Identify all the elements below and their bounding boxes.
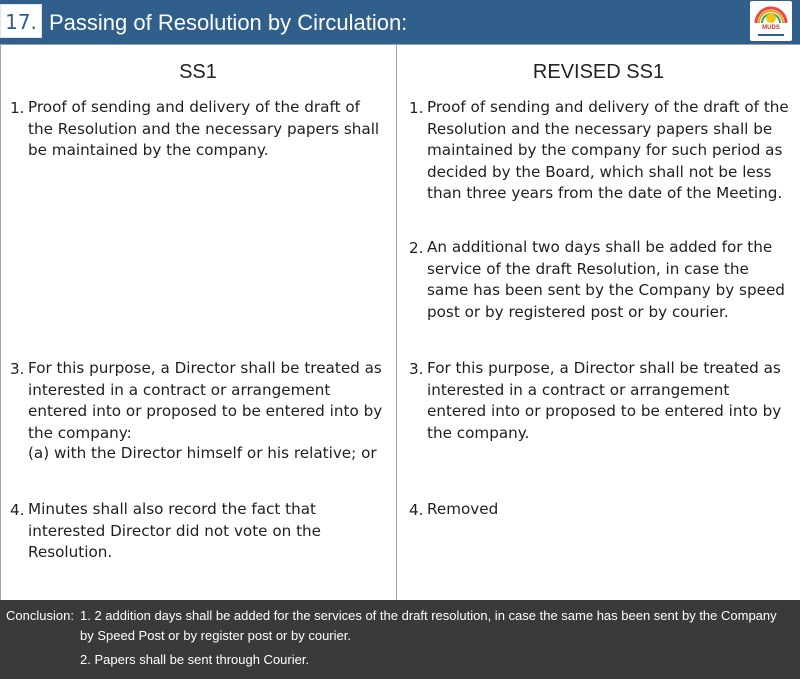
item-text: Proof of sending and delivery of the draft of the Resolution and the necessary papers shall be maintained by the company for such period as decided by the Board, which shall not be less than three years from the date of the Meeting.	[427, 98, 789, 202]
page-title: Passing of Resolution by Circulation:	[49, 10, 408, 35]
item-number: 4.	[10, 501, 25, 519]
conclusion-point-2: 2. Papers shall be sent through Courier.	[80, 652, 310, 667]
item-text: (a) with the Director himself or his relative; or	[28, 444, 377, 462]
comparison-table	[0, 44, 800, 600]
item-text: Removed	[427, 500, 499, 518]
item-number: 1.	[409, 99, 424, 117]
slide-number: 17.	[0, 4, 42, 38]
item-number: 4.	[409, 501, 424, 519]
item-text: Proof of sending and delivery of the draft of the Resolution and the necessary papers shall be maintained by the company.	[28, 98, 380, 159]
logo	[750, 1, 792, 41]
item-number: 2.	[409, 239, 424, 257]
conclusion-point-1: 1. 2 addition days shall be added for the services of the draft resolution, in case the same has been sent by the Company by Speed Post or by register post or by courier.	[80, 608, 777, 643]
logo-text: MUDS	[762, 25, 780, 31]
logo-icon	[750, 1, 792, 41]
item-number: 3.	[10, 360, 25, 378]
conclusion-label: Conclusion:	[6, 608, 74, 623]
slide-header	[0, 0, 800, 44]
item-text: Minutes shall also record the fact that interested Director did not vote on the Resolution.	[28, 500, 322, 561]
item-number: 1.	[10, 99, 25, 117]
conclusion-panel	[0, 600, 800, 679]
column-header-revised-ss1: REVISED SS1	[532, 61, 665, 83]
item-text: For this purpose, a Director shall be treated as interested in a contract or arrangement entered into or proposed to be entered into by the company:	[28, 359, 383, 442]
item-text: An additional two days shall be added for the service of the draft Resolution, in case the same has been sent by the Company by speed post or by registered post or by courier.	[427, 238, 785, 321]
item-number: 3.	[409, 360, 424, 378]
column-header-ss1: SS1	[179, 61, 217, 83]
column-divider	[396, 45, 397, 601]
table-left-border	[0, 45, 1, 601]
item-text: For this purpose, a Director shall be treated as interested in a contract or arrangement entered into or proposed to be entered into by the company.	[427, 359, 782, 442]
